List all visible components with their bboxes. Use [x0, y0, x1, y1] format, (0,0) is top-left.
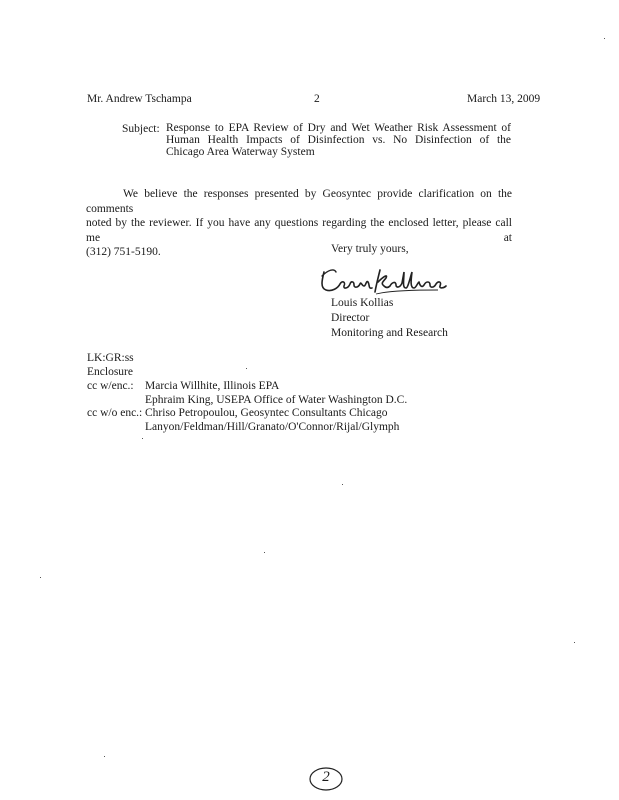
body-paragraph	[86, 187, 512, 260]
subject-line: Human Health Impacts of Disinfection vs. No Disinfection of the	[166, 134, 511, 146]
page-number: 2	[314, 93, 320, 105]
scan-speck	[142, 438, 143, 439]
scan-speck	[264, 552, 265, 553]
signature-block	[331, 296, 448, 341]
cc-enc-recipient: Marcia Willhite, Illinois EPA	[145, 380, 280, 392]
stamp-number: 2	[322, 769, 330, 785]
cc-no-enc-recipient: Lanyon/Feldman/Hill/Granato/O'Connor/Rijal/Glymph	[145, 421, 400, 433]
enclosure-note: Enclosure	[87, 366, 133, 378]
subject-label: Subject:	[122, 123, 160, 135]
signer-name: Louis Kollias	[331, 297, 394, 309]
body-line: (312) 751-5190.	[86, 246, 161, 258]
signature	[318, 266, 448, 298]
scan-speck	[246, 368, 247, 369]
recipient-name: Mr. Andrew Tschampa	[87, 93, 192, 105]
subject-text	[166, 122, 511, 158]
cc-enc-label: cc w/enc.:	[87, 380, 134, 392]
scan-speck	[342, 484, 343, 485]
cc-no-enc-recipient: Chriso Petropoulou, Geosyntec Consultants Chicago	[145, 407, 388, 419]
typist-initials: LK:GR:ss	[87, 352, 134, 364]
subject-line: Response to EPA Review of Dry and Wet Weather Risk Assessment of	[166, 122, 511, 134]
letter-date: March 13, 2009	[467, 93, 541, 105]
scan-speck	[104, 756, 105, 757]
body-line: We believe the responses presented by Geosyntec provide clarification on the comments	[86, 188, 512, 215]
signer-title: Director	[331, 312, 370, 324]
cc-no-enc-label: cc w/o enc.:	[87, 407, 143, 419]
scan-speck	[40, 577, 41, 578]
scan-speck	[604, 38, 605, 39]
cc-enc-recipient: Ephraim King, USEPA Office of Water Washington D.C.	[145, 394, 408, 406]
body-line: noted by the reviewer. If you have any questions regarding the enclosed letter, please call me at	[86, 217, 512, 244]
scan-speck	[574, 642, 575, 643]
signer-department: Monitoring and Research	[331, 327, 448, 339]
salutation: Very truly yours,	[331, 243, 409, 255]
page-stamp	[307, 766, 345, 792]
subject-line: Chicago Area Waterway System	[166, 146, 315, 158]
